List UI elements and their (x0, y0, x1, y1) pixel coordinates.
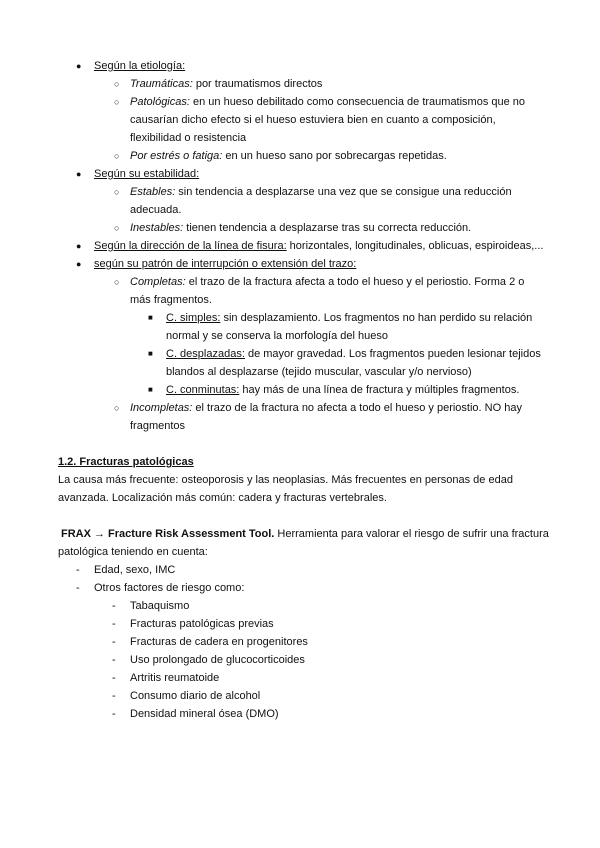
list-item-estables: Estables: sin tendencia a desplazarse una vez que se consigue una reducción (130, 186, 512, 198)
frax-paragraph-cont: patológica teniendo en cuenta: (58, 546, 208, 558)
frax-item: Edad, sexo, IMC (94, 564, 176, 576)
list-item-completas-cont: más fragmentos. (130, 294, 212, 306)
list-heading-etiologia: Según la etiología: (94, 60, 186, 72)
bullet-dash: - (112, 618, 116, 630)
list-item-incompletas-cont: fragmentos (130, 420, 186, 432)
bullet-disc: ● (76, 61, 82, 71)
list-heading-patron: según su patrón de interrupción o extensión del trazo: (94, 258, 357, 270)
list-item-estables-cont: adecuada. (130, 204, 182, 216)
list-item-incompletas: Incompletas: el trazo de la fractura no afecta a todo el hueso y periostio. NO hay (130, 402, 522, 414)
bullet-dash: - (112, 654, 116, 666)
bullet-circle: ○ (114, 97, 120, 107)
frax-subitem: Tabaquismo (130, 600, 190, 612)
list-subitem-desplazadas-cont: blandos al desplazarse (tejido muscular, vascular y/o nervioso) (166, 366, 472, 378)
list-heading-estabilidad: Según su estabilidad: (94, 168, 200, 180)
bullet-square: ■ (148, 313, 153, 322)
bullet-dash: - (76, 564, 80, 576)
list-item-patologicas-cont: flexibilidad o resistencia (130, 132, 247, 144)
list-item-traumaticas: Traumáticas: por traumatismos directos (130, 78, 323, 90)
bullet-circle: ○ (114, 151, 120, 161)
bullet-dash: - (76, 582, 80, 594)
bullet-circle: ○ (114, 79, 120, 89)
frax-subitem: Artritis reumatoide (130, 672, 220, 684)
bullet-dash: - (112, 708, 116, 720)
bullet-square: ■ (148, 349, 153, 358)
bullet-dash: - (112, 672, 116, 684)
list-subitem-conminutas: C. conminutas: hay más de una línea de fractura y múltiples fragmentos. (166, 384, 520, 396)
bullet-disc: ● (76, 241, 82, 251)
list-subitem-simples-cont: normal y se conserva la morfología del hueso (166, 330, 388, 342)
bullet-disc: ● (76, 259, 82, 269)
bullet-square: ■ (148, 385, 153, 394)
list-item-patologicas-cont: causarían dicho efecto si el hueso estuviera bien en cuanto a composición, (130, 114, 496, 126)
list-item-inestables: Inestables: tienen tendencia a desplazarse tras su correcta reducción. (130, 222, 472, 234)
section-paragraph-cont: avanzada. Localización más común: cadera y fracturas vertebrales. (58, 492, 387, 504)
list-item-estres: Por estrés o fatiga: en un hueso sano por sobrecargas repetidas. (130, 150, 447, 162)
frax-subitem: Fracturas de cadera en progenitores (130, 636, 308, 648)
frax-subitem: Uso prolongado de glucocorticoides (130, 654, 305, 666)
bullet-dash: - (112, 690, 116, 702)
bullet-circle: ○ (114, 223, 120, 233)
frax-paragraph: FRAX → Fracture Risk Assessment Tool. Herramienta para valorar el riesgo de sufrir una fractura (61, 528, 549, 540)
frax-subitem: Fracturas patológicas previas (130, 618, 274, 630)
bullet-circle: ○ (114, 403, 120, 413)
frax-subitem: Consumo diario de alcohol (130, 690, 261, 702)
frax-item: Otros factores de riesgo como: (94, 582, 245, 594)
list-subitem-desplazadas: C. desplazadas: de mayor gravedad. Los fragmentos pueden lesionar tejidos (166, 348, 541, 360)
list-subitem-simples: C. simples: sin desplazamiento. Los fragmentos no han perdido su relación (166, 312, 533, 324)
list-item-completas: Completas: el trazo de la fractura afecta a todo el hueso y el periostio. Forma 2 o (130, 276, 525, 288)
frax-subitem: Densidad mineral ósea (DMO) (130, 708, 279, 720)
section-title: 1.2. Fracturas patológicas (58, 456, 194, 468)
bullet-dash: - (112, 636, 116, 648)
bullet-circle: ○ (114, 187, 120, 197)
list-heading-direccion: Según la dirección de la línea de fisura: horizontales, longitudinales, oblicuas, espiroideas,... (94, 240, 544, 252)
section-paragraph: La causa más frecuente: osteoporosis y las neoplasias. Más frecuentes en personas de edad (58, 474, 513, 486)
bullet-circle: ○ (114, 277, 120, 287)
bullet-dash: - (112, 600, 116, 612)
bullet-disc: ● (76, 169, 82, 179)
list-item-patologicas: Patológicas: en un hueso debilitado como consecuencia de traumatismos que no (130, 96, 526, 108)
